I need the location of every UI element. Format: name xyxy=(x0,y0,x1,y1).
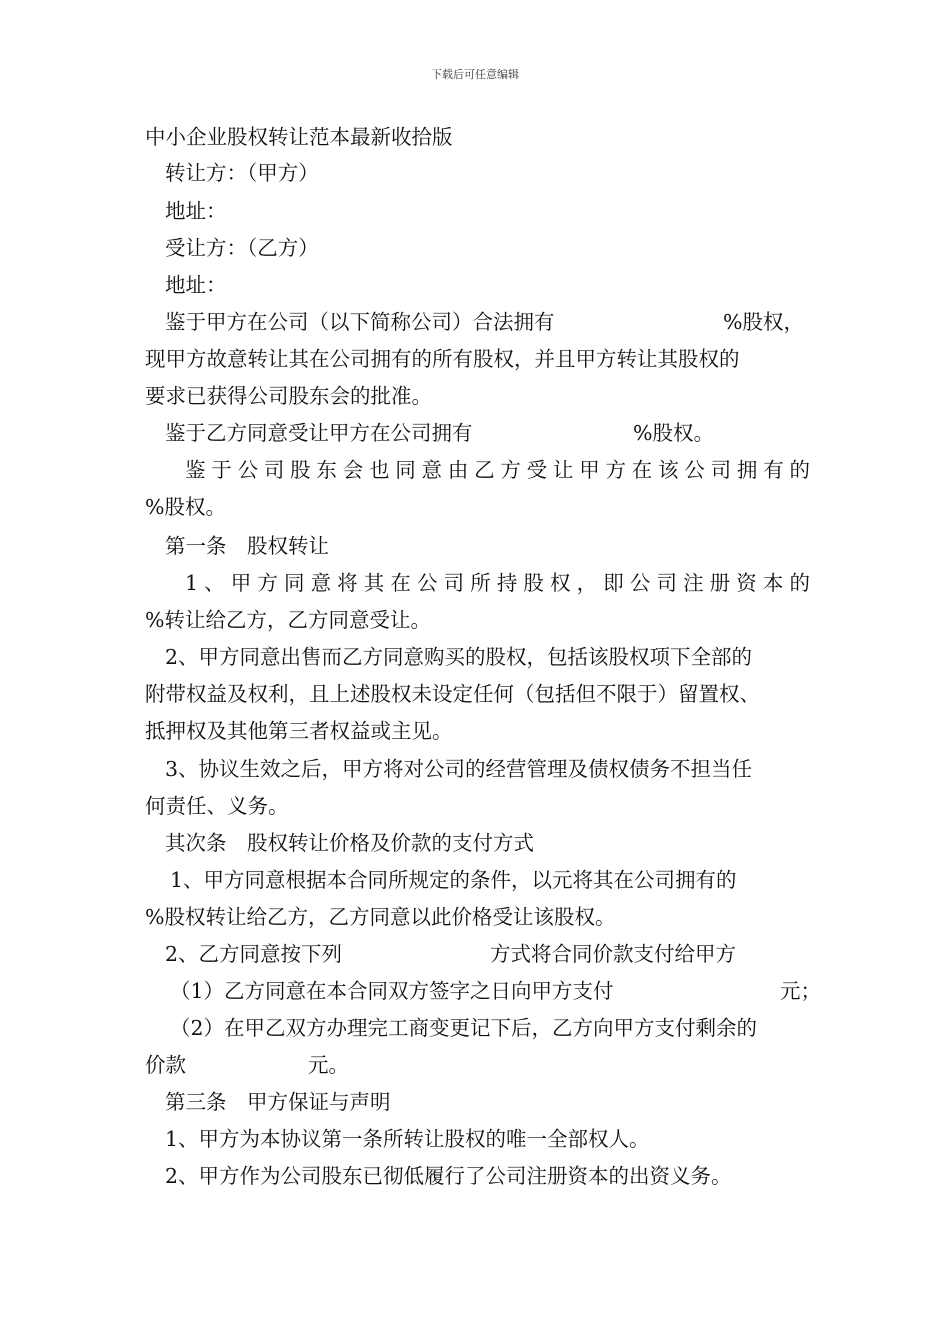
recital-1-text: 鉴于甲方在公司（以下简称公司）合法拥有 xyxy=(165,310,555,334)
article-1-item-3-line-2: 何责任、义务。 xyxy=(145,794,289,818)
article-2-heading: 其次条 股权转让价格及价款的支付方式 xyxy=(165,831,534,855)
article-2-sub-2-text: 价款 xyxy=(145,1053,186,1077)
address-label-1: 地址： xyxy=(165,199,227,223)
article-2-sub-2-yuan: 元。 xyxy=(308,1053,349,1077)
article-1-heading: 第一条 股权转让 xyxy=(165,534,329,558)
document-title: 中小企业股权转让范本最新收拾版 xyxy=(145,125,453,149)
recital-1-percent: %股权， xyxy=(723,310,804,334)
article-2-item-2 xyxy=(165,939,810,969)
article-2-item-1-line-2: %股权转让给乙方，乙方同意以此价格受让该股权。 xyxy=(145,905,616,929)
header-note: 下载后可任意编辑 xyxy=(431,68,519,81)
article-1-item-1-line-1: 1、甲方同意将其在公司所持股权，即公司注册资本的 xyxy=(185,571,810,595)
article-2-sub-2-line-2 xyxy=(145,1050,810,1080)
address-label-2: 地址： xyxy=(165,273,227,297)
article-2-sub-1-yuan: 元； xyxy=(780,979,821,1003)
article-2-sub-1 xyxy=(170,976,821,1006)
recital-1-line-2: 现甲方故意转让其在公司拥有的所有股权，并且甲方转让其股权的 xyxy=(145,347,740,371)
transferee-label: 受让方：（乙方） xyxy=(165,236,319,260)
recital-2-percent: %股权。 xyxy=(633,421,714,445)
transferor-label: 转让方：（甲方） xyxy=(165,161,319,185)
article-2-item-1-line-1: 1、甲方同意根据本合同所规定的条件，以元将其在公司拥有的 xyxy=(170,868,737,892)
article-2-sub-1-text: （1）乙方同意在本合同双方签字之日向甲方支付 xyxy=(170,979,614,1003)
article-2-item-2-text: 2、乙方同意按下列 xyxy=(165,942,343,966)
article-2-item-2-method: 方式将合同价款支付给甲方 xyxy=(490,942,736,966)
article-3-item-2: 2、甲方作为公司股东已彻低履行了公司注册资本的出资义务。 xyxy=(165,1164,732,1188)
article-1-item-3-line-1: 3、协议生效之后，甲方将对公司的经营管理及债权债务不担当任 xyxy=(165,757,753,781)
recital-3-line-1: 鉴于公司股东会也同意由乙方受让甲方在该公司拥有的 xyxy=(185,458,810,482)
article-3-item-1: 1、甲方为本协议第一条所转让股权的唯一全部权人。 xyxy=(165,1127,650,1151)
article-1-item-2-line-2: 附带权益及权利，且上述股权未设定任何（包括但不限于）留置权、 xyxy=(145,682,760,706)
recital-2-text: 鉴于乙方同意受让甲方在公司拥有 xyxy=(165,421,473,445)
article-1-item-2-line-1: 2、甲方同意出售而乙方同意购买的股权，包括该股权项下全部的 xyxy=(165,645,753,669)
recital-1-line-1 xyxy=(165,307,810,337)
article-2-sub-2-line-1: （2）在甲乙双方办理完工商变更记下后，乙方向甲方支付剩余的 xyxy=(170,1016,758,1040)
article-1-item-2-line-3: 抵押权及其他第三者权益或主见。 xyxy=(145,719,453,743)
recital-1-line-3: 要求已获得公司股东会的批准。 xyxy=(145,384,432,408)
recital-2 xyxy=(165,418,810,448)
article-1-item-1-line-2: %转让给乙方，乙方同意受让。 xyxy=(145,608,431,632)
recital-3-line-2: %股权。 xyxy=(145,495,226,519)
article-3-heading: 第三条 甲方保证与声明 xyxy=(165,1090,391,1114)
